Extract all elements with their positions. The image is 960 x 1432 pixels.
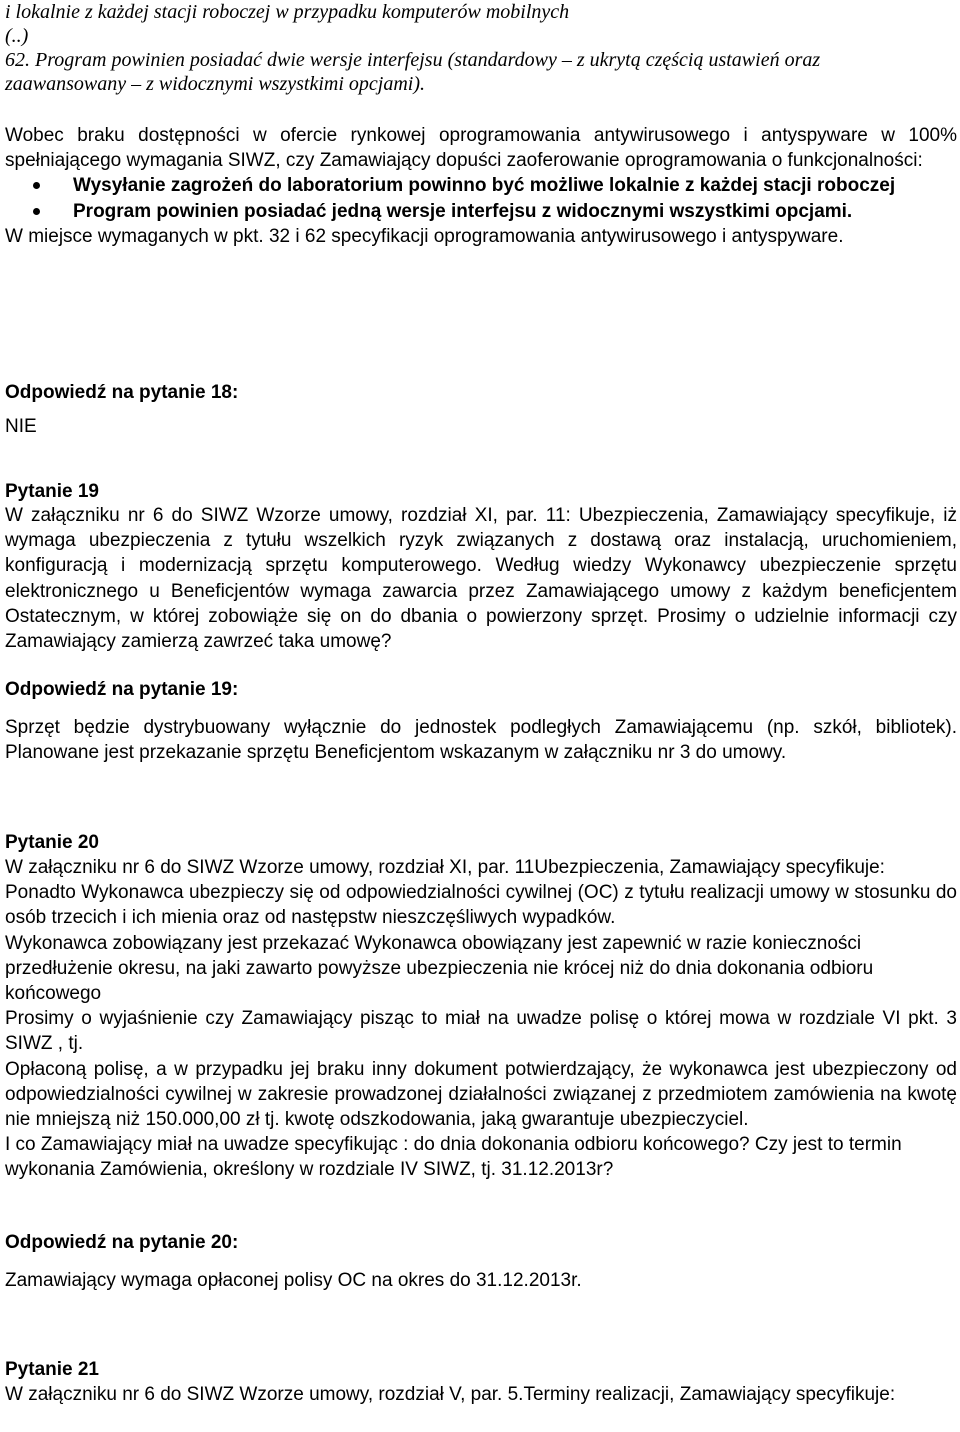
q20-paragraph-1: W załączniku nr 6 do SIWZ Wzorze umowy, rozdział XI, par. 11Ubezpieczenia, Zamawiający specyfikuje: [5,857,885,878]
question-20-heading: Pytanie 20 [5,832,99,853]
answer-18-heading: Odpowiedź na pytanie 18: [5,382,239,403]
q18-bullet-list [5,173,957,223]
intro-line-2: (..) [5,25,29,47]
q19-paragraph: W załączniku nr 6 do SIWZ Wzorze umowy, rozdział XI, par. 11: Ubezpieczenia, Zamawiający specyfikuje, iż wymaga ubezpieczenia z tytułu wszelkich ryzyk związanych z dostawą oraz instalacją, uruchomieniem, konfiguracją i modernizacją sprzętu komputerowego. Według wiedzy Wykonawcy ubezpieczenie sprzętu elektronicznego u Beneficjentów wymaga zawarcia przez Zamawiającego umowy z każdym beneficjentem Ostatecznym, w której zobowiąże się on do dbania o powierzony sprzęt. Prosimy o udzielnie informacji czy Zamawiający zamierzą zawrzeć taka umowę? [5,505,957,653]
question-18-block [5,123,957,249]
q20-paragraph-2: Ponadto Wykonawca ubezpieczy się od odpowiedzialności cywilnej (OC) z tytułu realizacji umowy w stosunku do osób trzecich i ich mienia oraz od następstw nieszczęśliwych wypadków. [5,882,957,929]
q20-body [5,855,957,1183]
q20-paragraph-4: Prosimy o wyjaśnienie czy Zamawiający pisząc to miał na uwadze polisę o której mowa w rozdziale VI pkt. 3 SIWZ , tj. [5,1008,957,1055]
bullet-icon [33,208,40,215]
q18-bullet-2: Program powinien posiadać jedną wersje interfejsu z widocznymi wszystkimi opcjami. [73,199,957,224]
q18-paragraph-2: W miejsce wymaganych w pkt. 32 i 62 specyfikacji oprogramowania antywirusowego i antyspyware. [5,225,844,247]
q20-paragraph-6: I co Zamawiający miał na uwadze specyfikując : do dnia dokonania odbioru końcowego? Czy jest to termin wykonania Zamówienia, określony w rozdziale IV SIWZ, tj. 31.12.2013r? [5,1134,902,1181]
intro-line-4: zaawansowany – z widocznymi wszystkimi opcjami). [5,73,425,95]
answer-18-text: NIE [5,416,37,437]
bullet-icon [33,182,40,189]
answer-20-text: Zamawiający wymaga opłaconej polisy OC na okres do 31.12.2013r. [5,1270,582,1291]
answer-19-text: Sprzęt będzie dystrybuowany wyłącznie do jednostek podległych Zamawiającemu (np. szkół, bibliotek). Planowane jest przekazanie sprzętu Beneficjentom wskazanym w załączniku nr 3 do umowy. [5,717,957,764]
q20-paragraph-3: Wykonawca zobowiązany jest przekazać Wykonawca obowiązany jest zapewnić w razie konieczności przedłużenie okresu, na jaki zawarto powyższe ubezpieczenia nie krócej niż do dnia dokonania odbioru końcowego [5,932,874,1005]
q18-bullet-1: Wysyłanie zagrożeń do laboratorium powinno być możliwe lokalnie z każdej stacji roboczej [73,173,957,198]
q21-paragraph: W załączniku nr 6 do SIWZ Wzorze umowy, rozdział V, par. 5.Terminy realizacji, Zamawiający specyfikuje: [5,1384,896,1405]
answer-19-heading: Odpowiedź na pytanie 19: [5,679,239,700]
q18-paragraph: Wobec braku dostępności w ofercie rynkowej oprogramowania antywirusowego i antyspyware w 100% spełniającego wymagania SIWZ, czy Zamawiający dopuści zaoferowanie oprogramowania o funkcjonalności: [5,125,957,172]
intro-block [5,0,957,96]
q20-paragraph-5: Opłaconą polisę, a w przypadku jej braku inny dokument potwierdzający, że wykonawca jest ubezpieczony od odpowiedzialności cywilnej w zakresie prowadzonej działalności związanej z przedmiotem zamówienia na kwotę nie mniejszą niż 150.000,00 zł tj. kwotę odszkodowania, jaką gwarantuje ubezpieczyciel. [5,1058,957,1131]
intro-line-1: i lokalnie z każdej stacji roboczej w przypadku komputerów mobilnych [5,1,570,23]
intro-line-3: 62. Program powinien posiadać dwie wersje interfejsu (standardowy – z ukrytą częścią ustawień oraz [5,49,821,71]
question-19-heading: Pytanie 19 [5,481,99,502]
question-21-heading: Pytanie 21 [5,1359,99,1380]
answer-20-heading: Odpowiedź na pytanie 20: [5,1232,239,1253]
